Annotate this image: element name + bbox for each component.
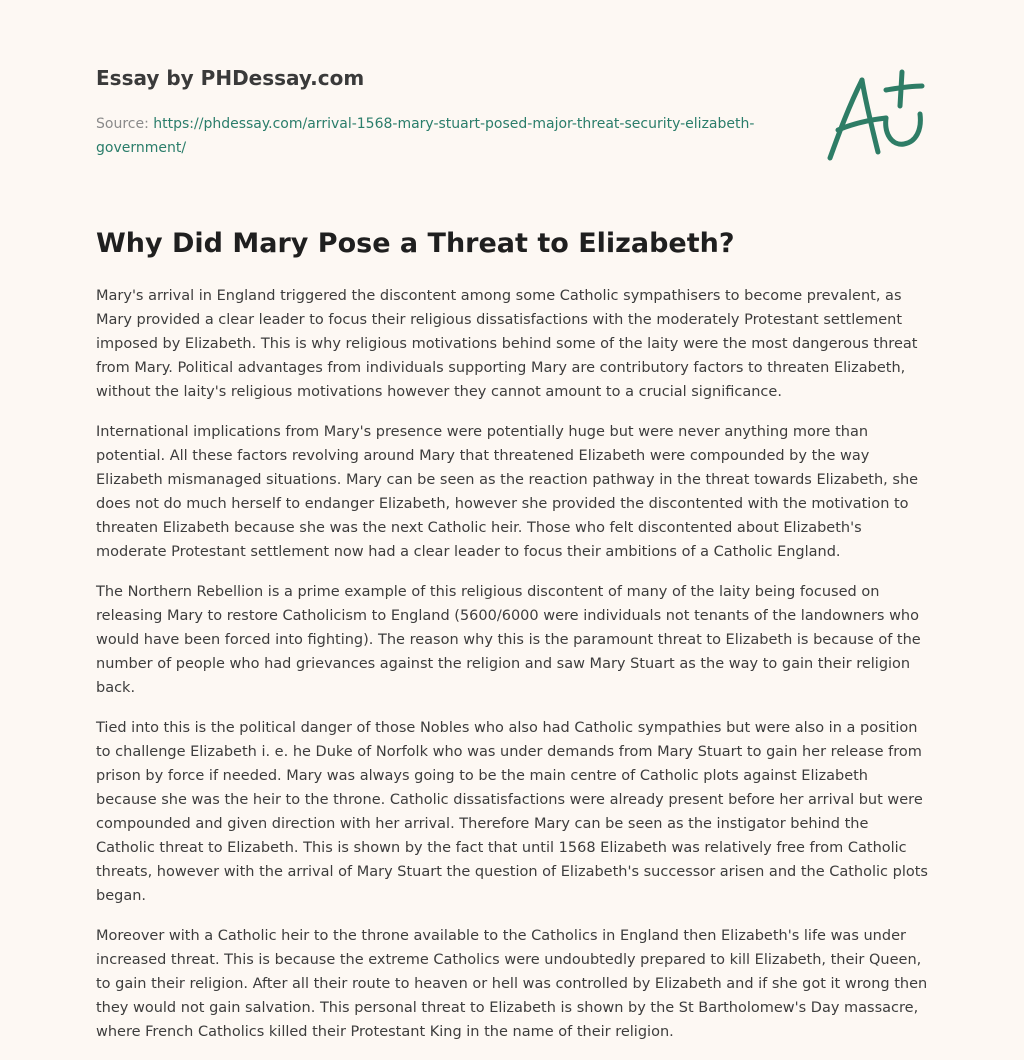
essay-body — [96, 284, 930, 1060]
a-plus-grade-icon — [822, 68, 928, 164]
essay-title: Why Did Mary Pose a Threat to Elizabeth? — [96, 228, 735, 259]
site-brand: Essay by PHDessay.com — [96, 66, 365, 90]
source-line — [96, 112, 756, 160]
essay-paragraph: Mary's arrival in England triggered the discontent among some Catholic sympathisers to become prevalent, as Mary provided a clear leader to focus their religious dissatisfactions with the moderately Protestant settlement imposed by Elizabeth. This is why religious motivations behind some of the laity were the most dangerous threat from Mary. Political advantages from individuals supporting Mary are contributory factors to threaten Elizabeth, without the laity's religious motivations however they cannot amount to a crucial significance. — [96, 288, 918, 400]
source-link[interactable]: https://phdessay.com/arrival-1568-mary-stuart-posed-major-threat-security-elizabeth-government/ — [96, 116, 755, 156]
essay-paragraph: Moreover with a Catholic heir to the throne available to the Catholics in England then Elizabeth's life was under increased threat. This is because the extreme Catholics were undoubtedly prepared to kill Elizabeth, their Queen, to gain their religion. After all their route to heaven or hell was controlled by Elizabeth and if she got it wrong then they would not gain salvation. This personal threat to Elizabeth is shown by the St Bartholomew's Day massacre, where French Catholics killed their Protestant King in the name of their religion. — [96, 928, 928, 1040]
page-header — [96, 64, 756, 160]
source-label: Source: — [96, 116, 149, 132]
essay-paragraph: The Northern Rebellion is a prime example of this religious discontent of many of the laity being focused on releasing Mary to restore Catholicism to England (5600/6000 were individuals not tenants of the landowners who would have been forced into fighting). The reason why this is the paramount threat to Elizabeth is because of the number of people who had grievances against the religion and saw Mary Stuart as the way to gain their religion back. — [96, 584, 921, 696]
essay-paragraph: International implications from Mary's presence were potentially huge but were never anything more than potential. All these factors revolving around Mary that threatened Elizabeth were compounded by the way Elizabeth mismanaged situations. Mary can be seen as the reaction pathway in the threat towards Elizabeth, she does not do much herself to endanger Elizabeth, however she provided the discontented with the motivation to threaten Elizabeth because she was the next Catholic heir. Those who felt discontented about Elizabeth's moderate Protestant settlement now had a clear leader to focus their ambitions of a Catholic England. — [96, 424, 919, 560]
essay-paragraph: Tied into this is the political danger of those Nobles who also had Catholic sympathies but were also in a position to challenge Elizabeth i. e. he Duke of Norfolk who was under demands from Mary Stuart to gain her release from prison by force if needed. Mary was always going to be the main centre of Catholic plots against Elizabeth because she was the heir to the throne. Catholic dissatisfactions were already present before her arrival but were compounded and given direction with her arrival. Therefore Mary can be seen as the instigator behind the Catholic threat to Elizabeth. This is shown by the fact that until 1568 Elizabeth was relatively free from Catholic threats, however with the arrival of Mary Stuart the question of Elizabeth's successor arisen and the Catholic plots began. — [96, 720, 928, 904]
